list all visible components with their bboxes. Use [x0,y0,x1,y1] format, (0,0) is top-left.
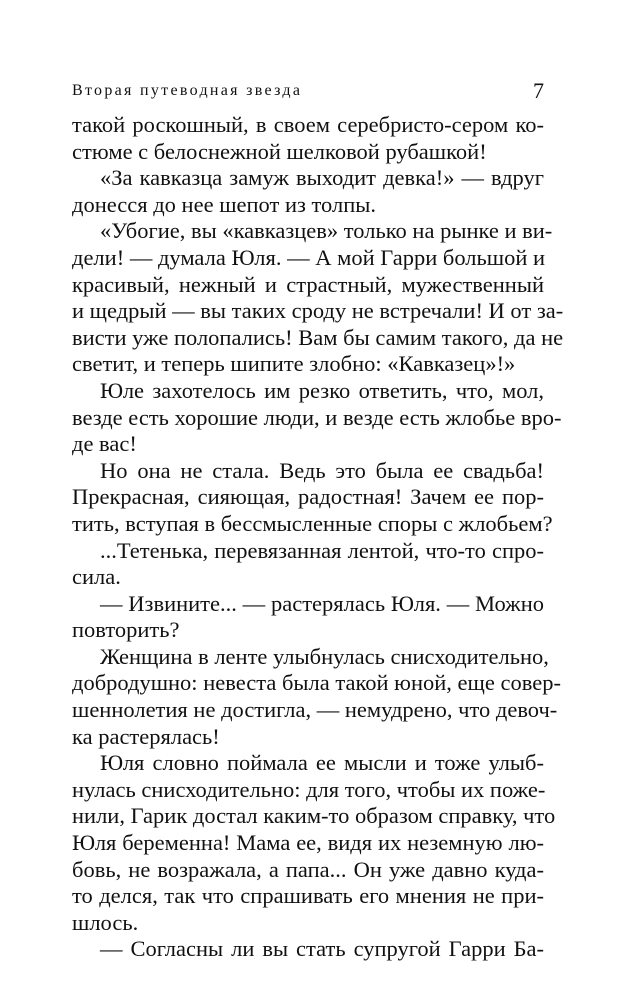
text-line: и щедрый — вы таких сроду не встречали! И от за- [72,298,564,324]
text-line: шлось. [72,909,139,935]
page-number: 7 [533,78,544,103]
text-line: повторить? [72,617,180,643]
text-line: Прекрасная, сияющая, радостная! Зачем ее пор- [72,484,544,510]
body-text [72,112,564,963]
text-line: Юля словно поймала ее мысли и тоже улыб- [100,750,544,776]
text-line: — Извините... — растерялась Юля. — Можно [100,590,544,616]
text-line: донесся до нее шепот из толпы. [72,191,377,217]
text-line: светит, и теперь шипите злобно: «Кавказец»!» [72,351,516,377]
text-line: «Убогие, вы «кавказцев» только на рынке и ви- [100,218,553,244]
text-line: нулась снисходительно: для того, чтобы их поже- [72,776,546,802]
text-line: такой роскошный, в своем серебристо-сером ко- [72,112,544,137]
text-line: Юле захотелось им резко ответить, что, мол, [100,377,544,403]
text-line: красивый, нежный и страстный, мужественный [72,271,544,297]
text-line: то делся, так что спрашивать его мнения не при- [72,883,544,909]
text-line: «За кавказца замуж выходит девка!» — вдруг [100,165,544,191]
text-line: Юля беременна! Мама ее, видя их неземную лю- [72,830,544,856]
text-line: Но она не стала. Ведь это была ее свадьба! [100,457,544,483]
text-line: Женщина в ленте улыбнулась снисходительно, [100,643,549,669]
text-line: стюме с белоснежной шелковой рубашкой! [72,138,487,164]
text-line: сила. [72,564,121,590]
text-line: висти уже полопались! Вам бы самим такого, да не [72,324,564,350]
text-line: де вас! [72,431,137,457]
text-line: — Согласны ли вы стать супругой Гарри Ба- [100,936,544,962]
running-header [72,78,544,104]
text-line: ...Тетенька, перевязанная лентой, что-то спро- [100,537,544,563]
text-line: тить, вступая в бессмысленные споры с жлобьем? [72,510,553,536]
text-line: везде есть хорошие люди, и везде есть жлобье вро- [72,404,562,430]
text-line: шеннолетия не достигла, — немудрено, что девоч- [72,697,558,723]
text-line: добродушно: невеста была такой юной, еще совер- [72,670,561,696]
text-line: нили, Гарик достал каким-то образом справку, что [72,803,556,829]
text-line: бовь, не возражала, а папа... Он уже давно куда- [72,856,544,882]
text-line: дели! — думала Юля. — А мой Гарри большой и [72,244,546,270]
running-title: Вторая путеводная звезда [72,82,303,99]
text-line: ка растерялась! [72,723,220,749]
